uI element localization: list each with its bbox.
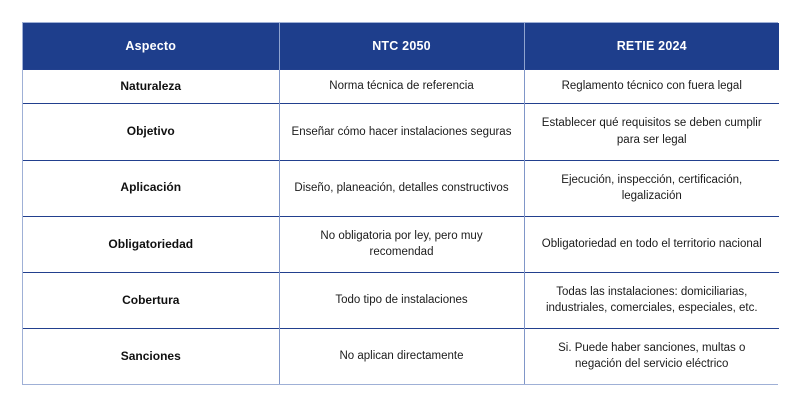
comparison-table [22,22,778,385]
cell-retie [524,69,779,104]
cell-aspect [23,104,279,160]
cell-aspect-text: Aplicación [120,180,182,195]
cell-aspect-text: Sanciones [120,348,181,363]
cell-aspect-text: Cobertura [122,292,180,307]
column-header-ntc: NTC 2050 [279,23,524,69]
cell-ntc [279,216,524,272]
cell-retie-text: Establecer qué requisitos se deben cumplir para ser legal [541,117,762,147]
cell-ntc [279,272,524,328]
cell-aspect [23,69,279,104]
cell-ntc-text: Todo tipo de instalaciones [335,294,468,307]
cell-ntc [279,160,524,216]
cell-ntc-text: Norma técnica de referencia [329,80,474,93]
table-row [23,160,779,216]
cell-retie-text: Todas las instalaciones: domiciliarias, industriales, comerciales, especiales, etc. [545,285,758,315]
cell-aspect [23,160,279,216]
comparison-table-grid [23,23,779,384]
cell-ntc-text: No aplican directamente [339,350,464,363]
cell-retie-text: Reglamento técnico con fuera legal [561,80,742,93]
cell-ntc [279,69,524,104]
table-body [23,69,779,384]
cell-ntc-text: Enseñar cómo hacer instalaciones seguras [291,125,512,138]
cell-aspect [23,216,279,272]
table-row [23,272,779,328]
cell-ntc-text: No obligatoria por ley, pero muy recomendad [320,229,483,259]
table-row [23,104,779,160]
cell-aspect [23,328,279,384]
cell-retie-text: Ejecución, inspección, certificación, legalización [561,173,743,203]
cell-retie [524,104,779,160]
cell-aspect [23,272,279,328]
cell-retie-text: Si. Puede haber sanciones, multas o negación del servicio eléctrico [558,341,746,371]
column-header-aspect: Aspecto [125,38,177,53]
cell-retie [524,328,779,384]
table-header [23,23,779,69]
table-row [23,69,779,104]
header-row [23,23,779,69]
cell-ntc [279,328,524,384]
cell-aspect-text: Objetivo [126,124,175,139]
cell-retie [524,160,779,216]
cell-retie [524,272,779,328]
cell-retie [524,216,779,272]
cell-aspect-text: Naturaleza [120,78,182,93]
cell-ntc-text: Diseño, planeación, detalles constructivos [294,181,509,194]
table-row [23,216,779,272]
table-row [23,328,779,384]
column-header-retie: RETIE 2024 [524,23,779,69]
cell-ntc [279,104,524,160]
cell-retie-text: Obligatoriedad en todo el territorio nacional [541,237,762,250]
cell-aspect-text: Obligatoriedad [108,236,194,251]
